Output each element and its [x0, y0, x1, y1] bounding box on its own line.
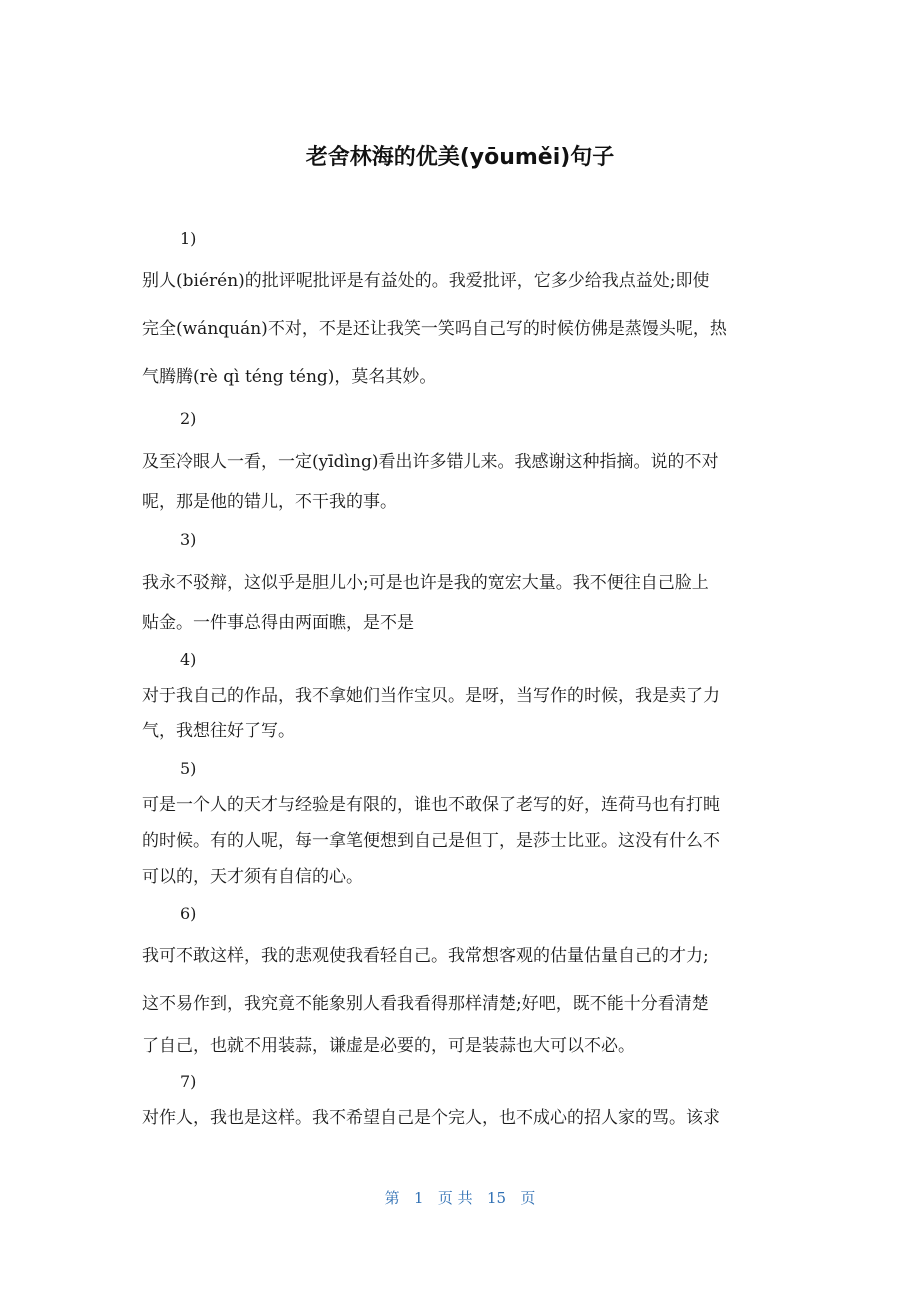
paragraph-line: 对作人，我也是这样。我不希望自己是个完人，也不成心的招人家的骂。该求: [142, 1108, 720, 1128]
paragraph-line: 可是一个人的天才与经验是有限的，谁也不敢保了老写的好，连荷马也有打盹: [142, 795, 720, 815]
paragraph-line: 我永不驳辩，这似乎是胆儿小;可是也许是我的宽宏大量。我不便往自己脸上: [142, 573, 709, 593]
paragraph-line: 气腾腾(rè qì téng téng)，莫名其妙。: [142, 367, 437, 387]
total-pages-number: 15: [486, 1189, 507, 1207]
item-number-7: 7): [180, 1072, 197, 1091]
current-page-number: 1: [413, 1189, 424, 1207]
paragraph-line: 别人(biérén)的批评呢批评是有益处的。我爱批评，它多少给我点益处;即使: [142, 271, 710, 291]
paragraph-line: 的时候。有的人呢，每一拿笔便想到自己是但丁，是莎士比亚。这没有什么不: [142, 831, 720, 851]
page-label-suffix: 页: [437, 1189, 453, 1207]
paragraph-line: 我可不敢这样，我的悲观使我看轻自己。我常想客观的估量估量自己的才力;: [142, 946, 709, 966]
item-number-2: 2): [180, 409, 197, 428]
page-title: 老舍林海的优美(yōuměi)句子: [305, 145, 615, 170]
total-label-suffix: 页: [520, 1189, 536, 1207]
paragraph-line: 可以的，天才须有自信的心。: [142, 867, 363, 887]
total-label: 共: [457, 1189, 473, 1207]
page-label: 第: [384, 1189, 400, 1207]
paragraph-line: 贴金。一件事总得由两面瞧，是不是: [142, 613, 414, 633]
page-indicator: [0, 1187, 920, 1209]
paragraph-line: 了自己，也就不用装蒜，谦虚是必要的，可是装蒜也大可以不必。: [142, 1036, 635, 1056]
item-number-5: 5): [180, 759, 197, 778]
item-number-4: 4): [180, 650, 197, 669]
paragraph-line: 对于我自己的作品，我不拿她们当作宝贝。是呀，当写作的时候，我是卖了力: [142, 686, 720, 706]
item-number-1: 1): [180, 229, 197, 248]
item-number-6: 6): [180, 904, 197, 923]
paragraph-line: 呢，那是他的错儿，不干我的事。: [142, 492, 397, 512]
item-number-3: 3): [180, 530, 197, 549]
paragraph-line: 完全(wánquán)不对，不是还让我笑一笑吗自己写的时候仿佛是蒸馒头呢，热: [142, 319, 727, 339]
paragraph-line: 这不易作到，我究竟不能象别人看我看得那样清楚;好吧，既不能十分看清楚: [142, 994, 709, 1014]
paragraph-line: 气，我想往好了写。: [142, 721, 295, 741]
paragraph-line: 及至冷眼人一看，一定(yīdìng)看出许多错儿来。我感谢这种指摘。说的不对: [142, 452, 719, 472]
